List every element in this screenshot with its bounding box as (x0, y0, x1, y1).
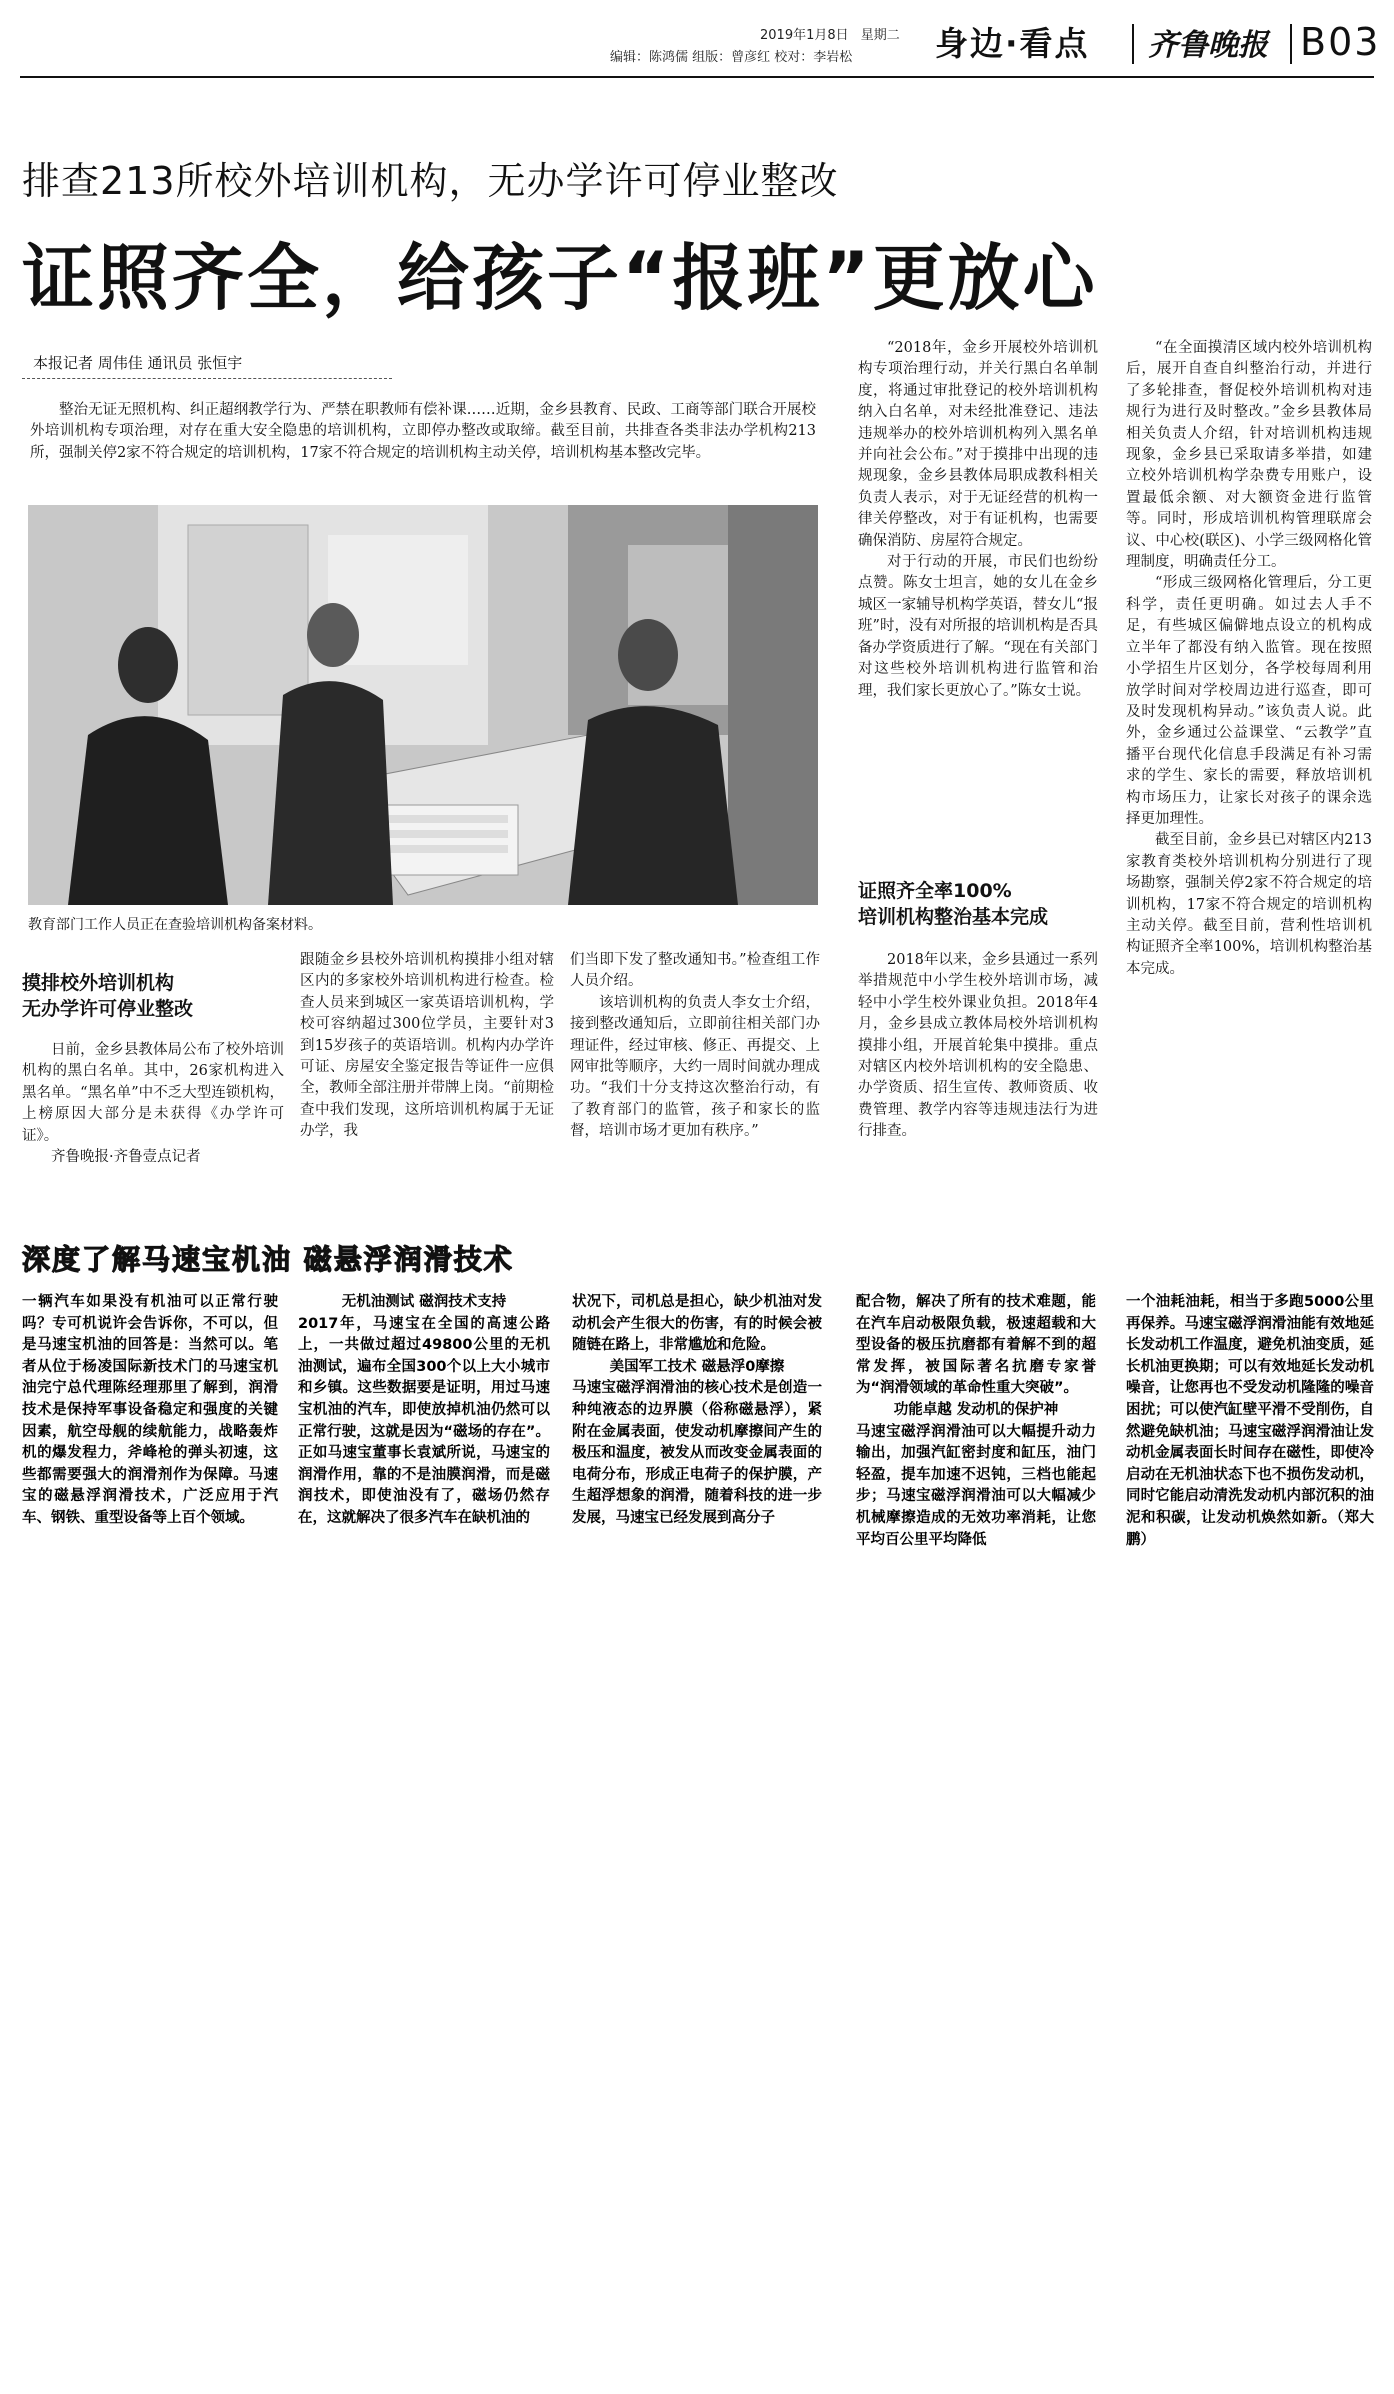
date-text: 2019年1月8日 (760, 28, 849, 43)
weekday-text: 星期二 (860, 28, 900, 43)
col5-paragraph-2: “形成三级网格化管理后，分工更科学，责任更明确。如过去人手不足，有些城区偏僻地点设立的机构成立半年了都没有纳入监管。现在按照小学招生片区划分，各学校每周利用放学时间对学校周边进行巡查，即可及时发现机构异动。”该负责人说。此外，金乡通过公益课堂、“云教学”直播平台现代化信息手段满足有补习需求的学生、家长的需要，释放培训机构市场压力，让家长对孩子的课余选择更加理性。 (1126, 575, 1372, 827)
article-column-3 (570, 950, 820, 1143)
photo-caption: 教育部门工作人员正在查验培训机构备案材料。 (28, 917, 322, 933)
ad-col2-heading: 无机油测试 磁润技术支持 (341, 1294, 507, 1310)
article-column-2 (300, 950, 554, 1143)
col3-paragraph-1: 们当即下发了整改通知书。”检查组工作人员介绍。 (570, 952, 820, 990)
article-kicker: 排查213所校外培训机构，无办学许可停业整改 (22, 159, 839, 203)
article-column-1 (22, 1040, 284, 1168)
news-photo-illustration (28, 505, 818, 905)
ad-col3-heading: 美国军工技术 磁悬浮0摩擦 (609, 1358, 785, 1375)
advertorial-column-2 (298, 1292, 550, 1530)
editors-line: 编辑：陈鸿儒 组版：曾彦红 校对：李岩松 (610, 50, 853, 65)
byline-rule (22, 378, 392, 379)
ad-col3-text: 状况下，司机总是担心，缺少机油对发动机会产生很大的伤害，有的时候会被随链在路上，非常尴尬和危险。 (572, 1294, 822, 1354)
col1-paragraph-1: 日前，金乡县教体局公布了校外培训机构的黑白名单。其中，26家机构进入黑名单。“黑名单”中不乏大型连锁机构，上榜原因大部分是未获得《办学许可证》。 (22, 1042, 284, 1144)
ad-col4-text: 配合物，解决了所有的技术难题，能在汽车启动极限负载，极速超载和大型设备的极压抗磨都有着解不到的超常发挥，被国际著名抗磨专家誉为“润滑领域的革命性重大突破”。 (856, 1294, 1096, 1397)
ad-col4-text-b: 马速宝磁浮润滑油可以大幅提升动力输出，加强汽缸密封度和缸压，油门轻盈，提车加速不迟钝，三档也能起步；马速宝磁浮润滑油可以大幅减少机械摩擦造成的无效功率消耗，让您平均百公里平均降低 (856, 1423, 1096, 1548)
col4-paragraph-1: “2018年，金乡开展校外培训机构专项治理行动，并关行黑白名单制度，将通过审批登记的校外培训机构纳入白名单，对未经批准登记、违法违规举办的校外培训机构列入黑名单并向社会公布。”对于摸排中出现的违规现象，金乡县教体局职成教科相关负责人表示，对于无证经营的机构一律关停整改，对于有证机构，也需要确保消防、房屋符合规定。 (858, 340, 1098, 549)
subhead-investigation-line1: 摸排校外培训机构 (22, 972, 175, 994)
masthead-rule (20, 76, 1374, 78)
paper-name-logo: 齐鲁晚报 (1148, 28, 1268, 63)
ad-col2-text: 2017年，马速宝在全国的高速公路上，一共做过超过49800公里的无机油测试，遍布全国300个以上大小城市和乡镇。这些数据要是证明，用过马速宝机油的汽车，即使放掉机油仍然可以正常行驶，这就是因为“磁场的存在”。正如马速宝董事长袁斌所说，马速宝的润滑作用，靠的不是油膜润滑，而是磁润技术，即使油没有了，磁场仍然存在，这就解决了很多汽车在缺机油的 (298, 1315, 550, 1526)
subhead-investigation-line2: 无办学许可停业整改 (22, 998, 194, 1020)
article-column-5 (1126, 338, 1372, 980)
col4-paragraph-2: 对于行动的开展，市民们也纷纷点赞。陈女士坦言，她的女儿在金乡城区一家辅导机构学英语，替女儿“报班”时，没有对所报的培训机构是否具备办学资质进行了解。“现在有关部门对这些校外培训机构进行监管和治理，我们家长更放心了。”陈女士说。 (858, 554, 1098, 699)
byline: 本报记者 周伟佳 通讯员 张恒宇 (33, 354, 243, 372)
col1-paragraph-2: 齐鲁晚报·齐鲁壹点记者 (51, 1149, 201, 1166)
ad-col3-text-b: 马速宝磁浮润滑油的核心技术是创造一种纯液态的边界膜（俗称磁悬浮），紧附在金属表面，使发动机摩擦间产生的极压和温度，被发从而改变金属表面的电荷分布，形成正电荷子的保护膜，产生超浮想象的润滑，随着科技的进一步发展，马速宝已经发展到高分子 (572, 1380, 822, 1526)
advertorial-title: 深度了解马速宝机油 磁悬浮润滑技术 (22, 1243, 514, 1276)
col4-paragraph-3: 2018年以来，金乡县通过一系列举措规范中小学生校外培训市场，减轻中小学生校外课业负担。2018年4月，金乡县成立教体局校外培训机构摸排小组，开展首轮集中摸排。重点对辖区内校外培训机构的安全隐患、办学资质、招生宣传、教师资质、收费管理、教学内容等违规违法行为进行排查。 (858, 952, 1098, 1140)
news-photo (28, 505, 818, 905)
article-column-4 (858, 338, 1098, 702)
col5-paragraph-3: 截至目前，金乡县已对辖区内213家教育类校外培训机构分别进行了现场勘察，强制关停2家不符合规定的培训机构，17家不符合规定的培训机构主动关停。截至目前，营利性培训机构证照齐全率100%，培训机构整治基本完成。 (1126, 832, 1372, 977)
subhead-investigation (22, 970, 282, 1022)
ad-col1-text: 一辆汽车如果没有机油可以正常行驶吗？专可机说许会告诉你，不可以，但是马速宝机油的回答是：当然可以。笔者从位于杨凌国际新技术门的马速宝机油完宁总代理陈经理那里了解到，润滑技术是保持军事设备稳定和强度的关键因素，航空母舰的续航能力，战略轰炸机的爆发程力，斧峰枪的弹头初速，这些都需要强大的润滑剂作为保障。马速宝的磁悬浮润滑技术，广泛应用于汽车、钢铁、重型设备等上百个领域。 (22, 1294, 278, 1526)
advertorial-column-5 (1126, 1292, 1374, 1551)
col3-paragraph-2: 该培训机构的负责人李女士介绍，接到整改通知后，立即前往相关部门办理证件，经过审核、修正、再提交、上网审批等顺序，大约一周时间就办理成功。“我们十分支持这次整治行动，有了教育部门的监管，孩子和家长的监督，培训市场才更加有秩序。” (570, 994, 820, 1140)
advertorial-column-4 (856, 1292, 1096, 1551)
ad-col5-text: 一个油耗油耗，相当于多跑5000公里再保养。马速宝磁浮润滑油能有效地延长发动机工作温度，避免机油变质，延长机油更换期；可以有效地延长发动机噪音，让您再也不受发动机隆隆的噪音困扰；可以使汽缸壁平滑不受削伤，自然避免缺机油；马速宝磁浮润滑油让发动机金属表面长时间存在磁性，即使冷启动在无机油状态下也不损伤发动机，同时它能启动清洗发动机内部沉积的油泥和积碳，让发动机焕然如新。（郑大鹏） (1126, 1294, 1374, 1548)
advertorial-column-3 (572, 1292, 822, 1530)
article-column-4-cont (858, 950, 1098, 1143)
advertorial-column-1 (22, 1292, 278, 1530)
section-title: 身边·看点 (935, 24, 1090, 63)
article-lead (30, 400, 816, 464)
masthead-divider-2 (1290, 24, 1292, 64)
col5-paragraph-1: “在全面摸清区域内校外培训机构后，展开自查自纠整治行动，并进行了多轮排查，督促校外培训机构对违规行为进行及时整改。”金乡县教体局相关负责人介绍，针对培训机构违规现象，金乡县已采取请多举措，如建立校外培训机构学杂费专用账户，设置最低余额、对大额资金进行监管等。同时，形成培训机构管理联席会议、中心校(联区)、小学三级网格化管理制度，明确责任分工。 (1126, 340, 1372, 571)
ad-col4-heading: 功能卓越 发动机的保护神 (893, 1401, 1059, 1418)
page-number: B03 (1300, 20, 1381, 64)
issue-date (760, 24, 900, 43)
lead-paragraph: 整治无证无照机构、纠正超纲教学行为、严禁在职教师有偿补课……近期，金乡县教育、民政、工商等部门联合开展校外培训机构专项治理，对存在重大安全隐患的培训机构，立即停办整改或取缔。截至目前，共排查各类非法办学机构213所，强制关停2家不符合规定的培训机构，17家不符合规定的培训机构主动关停，培训机构基本整改完毕。 (30, 402, 816, 461)
col2-paragraph-1: 跟随金乡县校外培训机构摸排小组对辖区内的多家校外培训机构进行检查。检查人员来到城区一家英语培训机构，学校可容纳超过300位学员，主要针对3到15岁孩子的英语培训。机构内办学许可证、房屋安全鉴定报告等证件一应俱全，教师全部注册并带牌上岗。“前期检查中我们发现，这所培训机构属于无证办学，我 (300, 952, 554, 1140)
subhead-certification-line1: 证照齐全率100% (858, 880, 1012, 902)
article-headline: 证照齐全，给孩子“报班”更放心 (22, 236, 1098, 320)
subhead-certification (858, 878, 1098, 930)
subhead-certification-line2: 培训机构整治基本完成 (858, 906, 1049, 928)
masthead-divider-1 (1132, 24, 1134, 64)
